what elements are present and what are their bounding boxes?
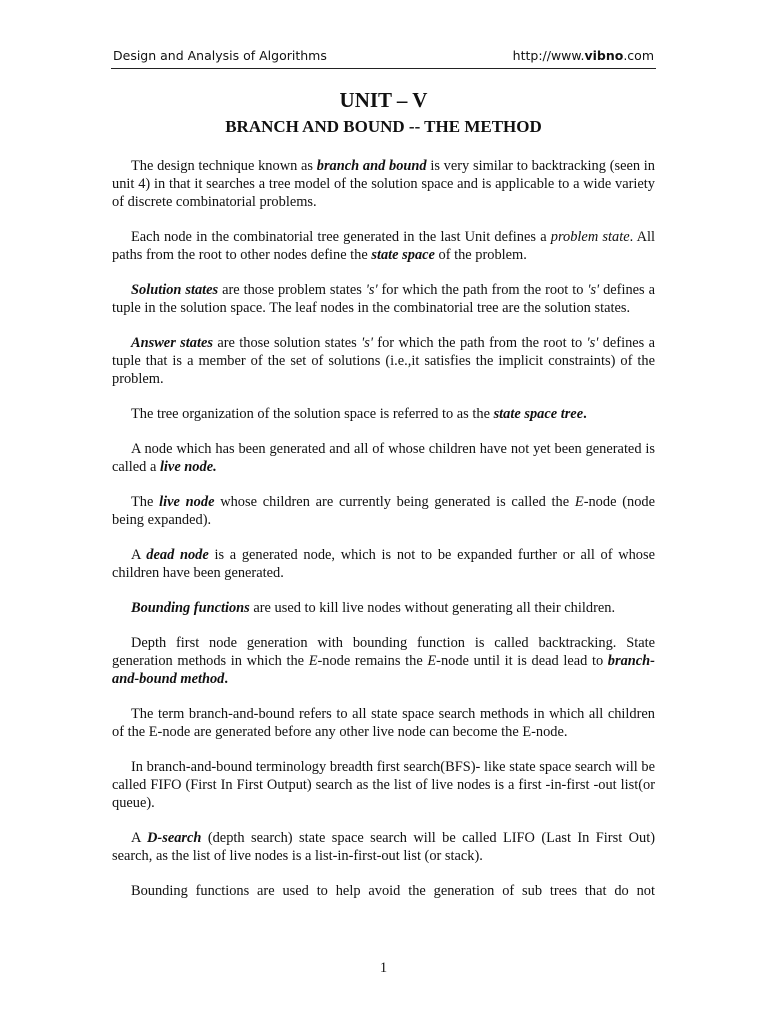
italic-term: E — [308, 653, 318, 669]
emphasis-term: Solution states — [131, 282, 219, 298]
page-header — [111, 48, 656, 69]
paragraph-live-node — [112, 440, 655, 476]
emphasis-term: branch-and-bound method — [112, 653, 655, 687]
paragraph-e-node — [112, 493, 655, 529]
emphasis-term: Bounding functions — [131, 600, 250, 616]
emphasis-term: state space tree — [493, 406, 584, 422]
text-run: The tree organization of the solution space is referred to as the — [131, 406, 494, 422]
text-run: A — [131, 830, 148, 846]
text-run: . — [583, 406, 587, 422]
text-run: defines a tuple in the solution space. The leaf nodes in the combinatorial tree are the solution states. — [112, 282, 655, 316]
header-url-prefix: http://www. — [512, 48, 585, 63]
text-run: -node until it is dead lead to — [436, 653, 608, 669]
text-run: are used to kill live nodes without generating all their children. — [249, 600, 616, 616]
italic-term: 's' — [586, 335, 599, 351]
text-run: The design technique known as — [131, 158, 317, 174]
text-run: defines a tuple that is a member of the set of solutions (i.e.,it satisfies the implicit constraints) of the problem. — [112, 335, 656, 387]
italic-term: 's' — [365, 282, 378, 298]
unit-title: UNIT – V — [339, 88, 428, 112]
paragraph-state-space-tree — [112, 405, 655, 423]
text-run: . All paths from the root to other nodes define the — [112, 229, 655, 263]
text-run: Each node in the combinatorial tree generated in the last Unit defines a — [131, 229, 551, 245]
paragraph-bounding-subtrees — [112, 882, 655, 900]
text-run: of the problem. — [434, 247, 527, 263]
text-run: The — [131, 494, 160, 510]
paragraph-depth-first — [112, 634, 655, 688]
text-run: In branch-and-bound terminology breadth first search(BFS)- like state space search will be called FIFO (First In First Output) search as the list of live nodes is a first -in-first -out list(or queue). — [112, 759, 655, 811]
italic-term: 's' — [361, 335, 373, 351]
italic-term: E — [574, 494, 584, 510]
paragraph-lifo-search — [112, 829, 655, 865]
text-run: The term branch-and-bound refers to all state space search methods in which all children of the E-node are generated before any other live node can become the E-node. — [112, 706, 655, 740]
italic-term: 's' — [587, 282, 600, 298]
paragraph-answer-states — [112, 334, 655, 388]
italic-term: E — [427, 653, 437, 669]
text-run: are those solution states — [212, 335, 362, 351]
text-run: is very similar to backtracking (seen in unit 4) in that it searches a tree model of the solution space and is applicable to a wide variety of discrete combinatorial problems. — [112, 158, 655, 210]
text-run: whose children are currently being generated is called the — [214, 494, 575, 510]
text-run: . — [224, 671, 228, 687]
header-url-suffix: .com — [623, 48, 654, 63]
text-run: -node (node being expanded). — [112, 494, 655, 528]
text-run: Bounding functions are used to help avoid the generation of sub trees that do not — [131, 883, 655, 899]
paragraph-bounding-functions — [112, 599, 655, 617]
header-course-title: Design and Analysis of Algorithms — [113, 48, 327, 63]
document-body — [112, 157, 655, 917]
emphasis-term: D-search — [147, 830, 202, 846]
emphasis-term: dead node — [146, 547, 209, 563]
text-run: Depth first node generation with bounding function is called backtracking. State generation methods in which the — [112, 635, 655, 669]
emphasis-term: live node — [159, 494, 215, 510]
text-run: is a generated node, which is not to be expanded further or all of whose children have been generated. — [112, 547, 655, 581]
italic-term: problem state — [550, 229, 630, 245]
paragraph-problem-state — [112, 228, 655, 264]
text-run: -node remains the — [317, 653, 428, 669]
section-title: BRANCH AND BOUND -- THE METHOD — [225, 117, 542, 136]
header-website-link[interactable] — [513, 48, 654, 63]
text-run: A node which has been generated and all of whose children have not yet been generated is called a — [112, 441, 655, 475]
text-run: for which the path from the root to — [377, 282, 588, 298]
text-run: A — [131, 547, 147, 563]
page-number: 1 — [379, 960, 388, 976]
emphasis-term: live node. — [159, 459, 217, 475]
emphasis-term: Answer states — [131, 335, 213, 351]
paragraph-fifo-search — [112, 758, 655, 812]
text-run: are those problem states — [218, 282, 366, 298]
emphasis-term: branch and bound — [316, 158, 427, 174]
paragraph-dead-node — [112, 546, 655, 582]
header-url-bold: vibno — [584, 48, 624, 63]
paragraph-branch-and-bound-term — [112, 705, 655, 741]
paragraph-solution-states — [112, 281, 655, 317]
text-run: (depth search) state space search will be called LIFO (Last In First Out) search, as the list of live nodes is a list-in-first-out list (or stack). — [112, 830, 655, 864]
emphasis-term: state space — [371, 247, 435, 263]
text-run: for which the path from the root to — [372, 335, 587, 351]
paragraph-intro — [112, 157, 655, 211]
